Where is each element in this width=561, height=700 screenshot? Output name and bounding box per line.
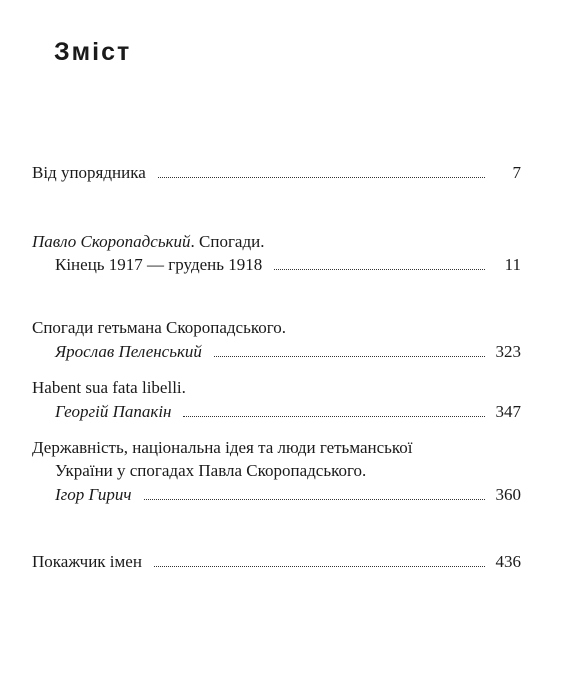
- toc-entry-memoirs[interactable]: [55, 255, 521, 275]
- toc-entry-essay1[interactable]: [55, 342, 521, 362]
- dot-leader: [158, 176, 485, 178]
- toc-entry-title: Habent sua fata libelli.: [32, 378, 186, 397]
- toc-page-number: 323: [495, 342, 521, 361]
- toc-page-number: 7: [512, 163, 521, 182]
- toc-entry-essay2-title[interactable]: [32, 378, 186, 398]
- toc-entry-title: Державність, національна ідея та люди гетьманської: [32, 438, 413, 457]
- dot-leader: [144, 498, 486, 500]
- dot-leader: [274, 268, 485, 270]
- toc-page-number: 436: [495, 552, 521, 571]
- dot-leader: [183, 415, 485, 417]
- toc-page-number: 360: [495, 485, 521, 504]
- toc-entry-essay2[interactable]: [55, 402, 521, 422]
- toc-entry-title: Покажчик імен: [32, 552, 142, 571]
- dot-leader: [154, 565, 485, 567]
- toc-entry-essay3-title-line1[interactable]: [32, 438, 413, 458]
- toc-entry-author: Ярослав Пеленський: [55, 342, 202, 361]
- toc-entry-essay3[interactable]: [55, 485, 521, 505]
- toc-entry-title: . Спогади.: [190, 232, 265, 251]
- toc-entry-intro[interactable]: [32, 163, 521, 183]
- toc-entry-memoirs-title[interactable]: [32, 232, 264, 252]
- toc-page-number: 11: [504, 255, 521, 274]
- toc-entry-essay1-title[interactable]: [32, 318, 286, 338]
- toc-entry-title: Від упорядника: [32, 163, 146, 182]
- toc-entry-author: Павло Скоропадський: [32, 232, 191, 251]
- toc-entry-subtitle: Кінець 1917 — грудень 1918: [55, 255, 263, 274]
- toc-entry-author: Георгій Папакін: [55, 402, 172, 421]
- toc-entry-essay3-title-line2[interactable]: [55, 461, 366, 481]
- page-title: Зміст: [54, 38, 132, 66]
- toc-entry-author: Ігор Гирич: [55, 485, 132, 504]
- toc-entry-title: Спогади гетьмана Скоропадського.: [32, 318, 287, 337]
- dot-leader: [214, 355, 485, 357]
- toc-page-number: 347: [495, 402, 521, 421]
- toc-entry-index[interactable]: [32, 552, 521, 572]
- toc-entry-title: України у спогадах Павла Скоропадського.: [55, 461, 367, 480]
